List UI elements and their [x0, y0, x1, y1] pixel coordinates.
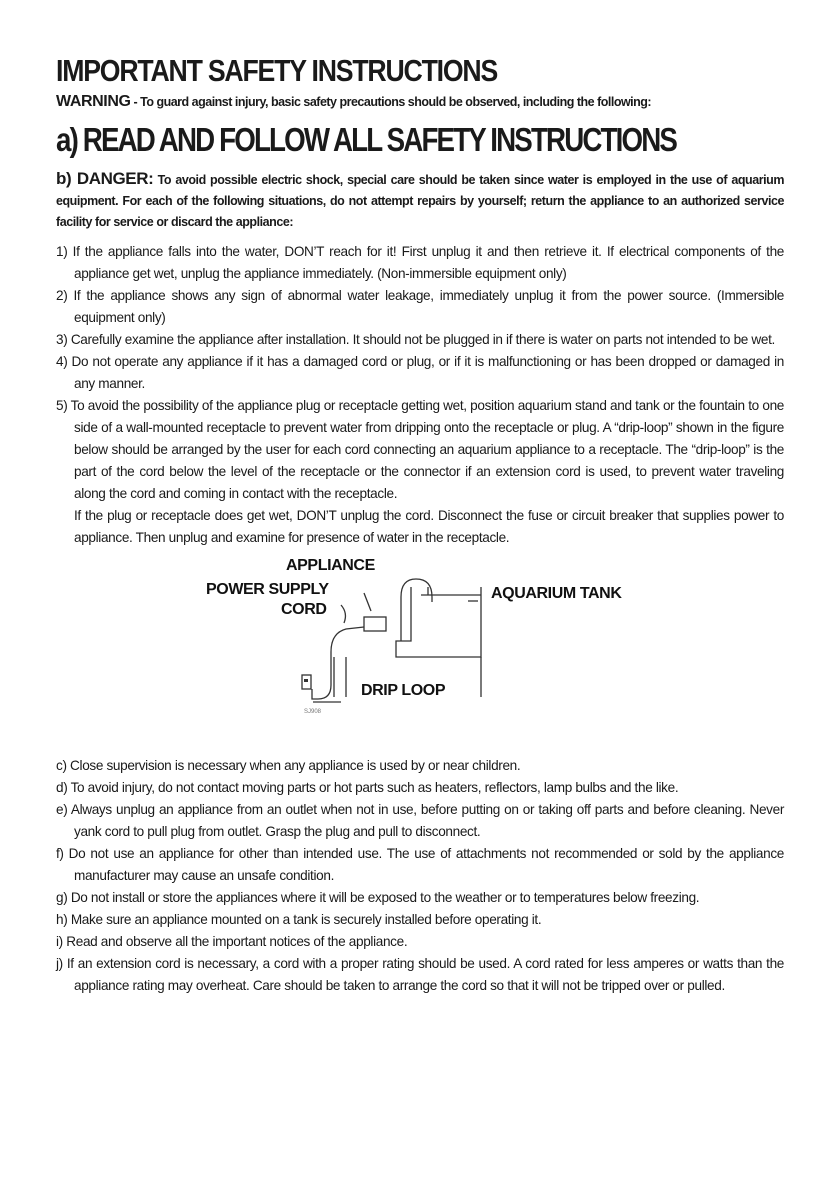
- list-item-4: 4) Do not operate any appliance if it has a damaged cord or plug, or if it is malfunctioning or has been dropped or damaged in any manner.: [56, 354, 784, 391]
- label-cord: CORD: [281, 601, 327, 618]
- warning-lead: WARNING: [56, 93, 131, 110]
- label-appliance: APPLIANCE: [286, 557, 375, 574]
- list-item-2: 2) If the appliance shows any sign of abnormal water leakage, immediately unplug it from the power source. (Immersible equipment only): [56, 288, 784, 325]
- safety-page: [56, 52, 784, 997]
- list-item-g: g) Do not install or store the appliances where it will be exposed to the weather or to temperatures below freezing.: [56, 890, 700, 905]
- list-item-d: d) To avoid injury, do not contact moving parts or hot parts such as heaters, reflectors, lamp bulbs and the like.: [56, 780, 679, 795]
- danger-lead: b) DANGER:: [56, 169, 154, 188]
- warning-line: [56, 94, 784, 110]
- list-item-c: c) Close supervision is necessary when any appliance is used by or near children.: [56, 758, 521, 773]
- list-item-5-text: 5) To avoid the possibility of the appliance plug or receptacle getting wet, position aquarium stand and tank or the fountain to one side of a wall-mounted receptacle to prevent water from dripping onto the receptacle or plug. A “drip-loop” shown in the figure below should be arranged by the user for each cord connecting an aquarium appliance to a receptacle. The “drip-loop” is the part of the cord below the level of the receptacle or the connector if an extension cord is used, to prevent water traveling along the cord and coming in contact with the receptacle.: [56, 398, 784, 501]
- figure-code: SJ908: [304, 709, 322, 715]
- list-item-f: f) Do not use an appliance for other than intended use. The use of attachments not recommended or sold by the appliance manufacturer may cause an unsafe condition.: [56, 846, 784, 883]
- label-power-supply: POWER SUPPLY: [206, 581, 329, 598]
- list-item-h: h) Make sure an appliance mounted on a tank is securely installed before operating it.: [56, 912, 542, 927]
- page-title: IMPORTANT SAFETY INSTRUCTIONS: [56, 53, 498, 88]
- section-a-heading: a) READ AND FOLLOW ALL SAFETY INSTRUCTIONS: [56, 121, 677, 158]
- outlet-icon: [304, 679, 308, 682]
- list-item-5-para2: If the plug or receptacle does get wet, DON’T unplug the cord. Disconnect the fuse or circuit breaker that supplies power to appliance. Then unplug and examine for presence of water in the receptacle.: [74, 508, 784, 545]
- label-aquarium-tank: AQUARIUM TANK: [491, 585, 622, 602]
- list-item-5: [56, 395, 784, 549]
- list-item-e: e) Always unplug an appliance from an outlet when not in use, before putting on or taking off parts and before cleaning. Never yank cord to pull plug from outlet. Grasp the plug and pull to disconnect.: [56, 802, 784, 839]
- danger-paragraph: [56, 168, 784, 233]
- label-drip-loop: DRIP LOOP: [361, 682, 446, 699]
- list-item-3: 3) Carefully examine the appliance after installation. It should not be plugged in if there is water on parts not intended to be wet.: [56, 332, 775, 347]
- list-item-1: 1) If the appliance falls into the water, DON’T reach for it! First unplug it and then retrieve it. If electrical components of the appliance get wet, unplug the appliance immediately. (Non-immersible equipment only): [56, 244, 784, 281]
- list-item-i: i) Read and observe all the important notices of the appliance.: [56, 934, 408, 949]
- drip-loop-diagram: [206, 557, 666, 747]
- numbered-list: [56, 241, 784, 549]
- warning-text: - To guard against injury, basic safety precautions should be observed, including the following:: [130, 95, 652, 109]
- list-item-j: j) If an extension cord is necessary, a cord with a proper rating should be used. A cord rated for less amperes or watts than the appliance rating may overheat. Care should be taken to arrange the cord so that it will not be tripped over or pulled.: [56, 956, 784, 993]
- danger-text: To avoid possible electric shock, special care should be taken since water is employed in the use of aquarium equipment. For each of the following situations, do not attempt repairs by yourself; return the appliance to an authorized service facility for service or discard the appliance:: [56, 173, 784, 229]
- lettered-list: [56, 755, 784, 997]
